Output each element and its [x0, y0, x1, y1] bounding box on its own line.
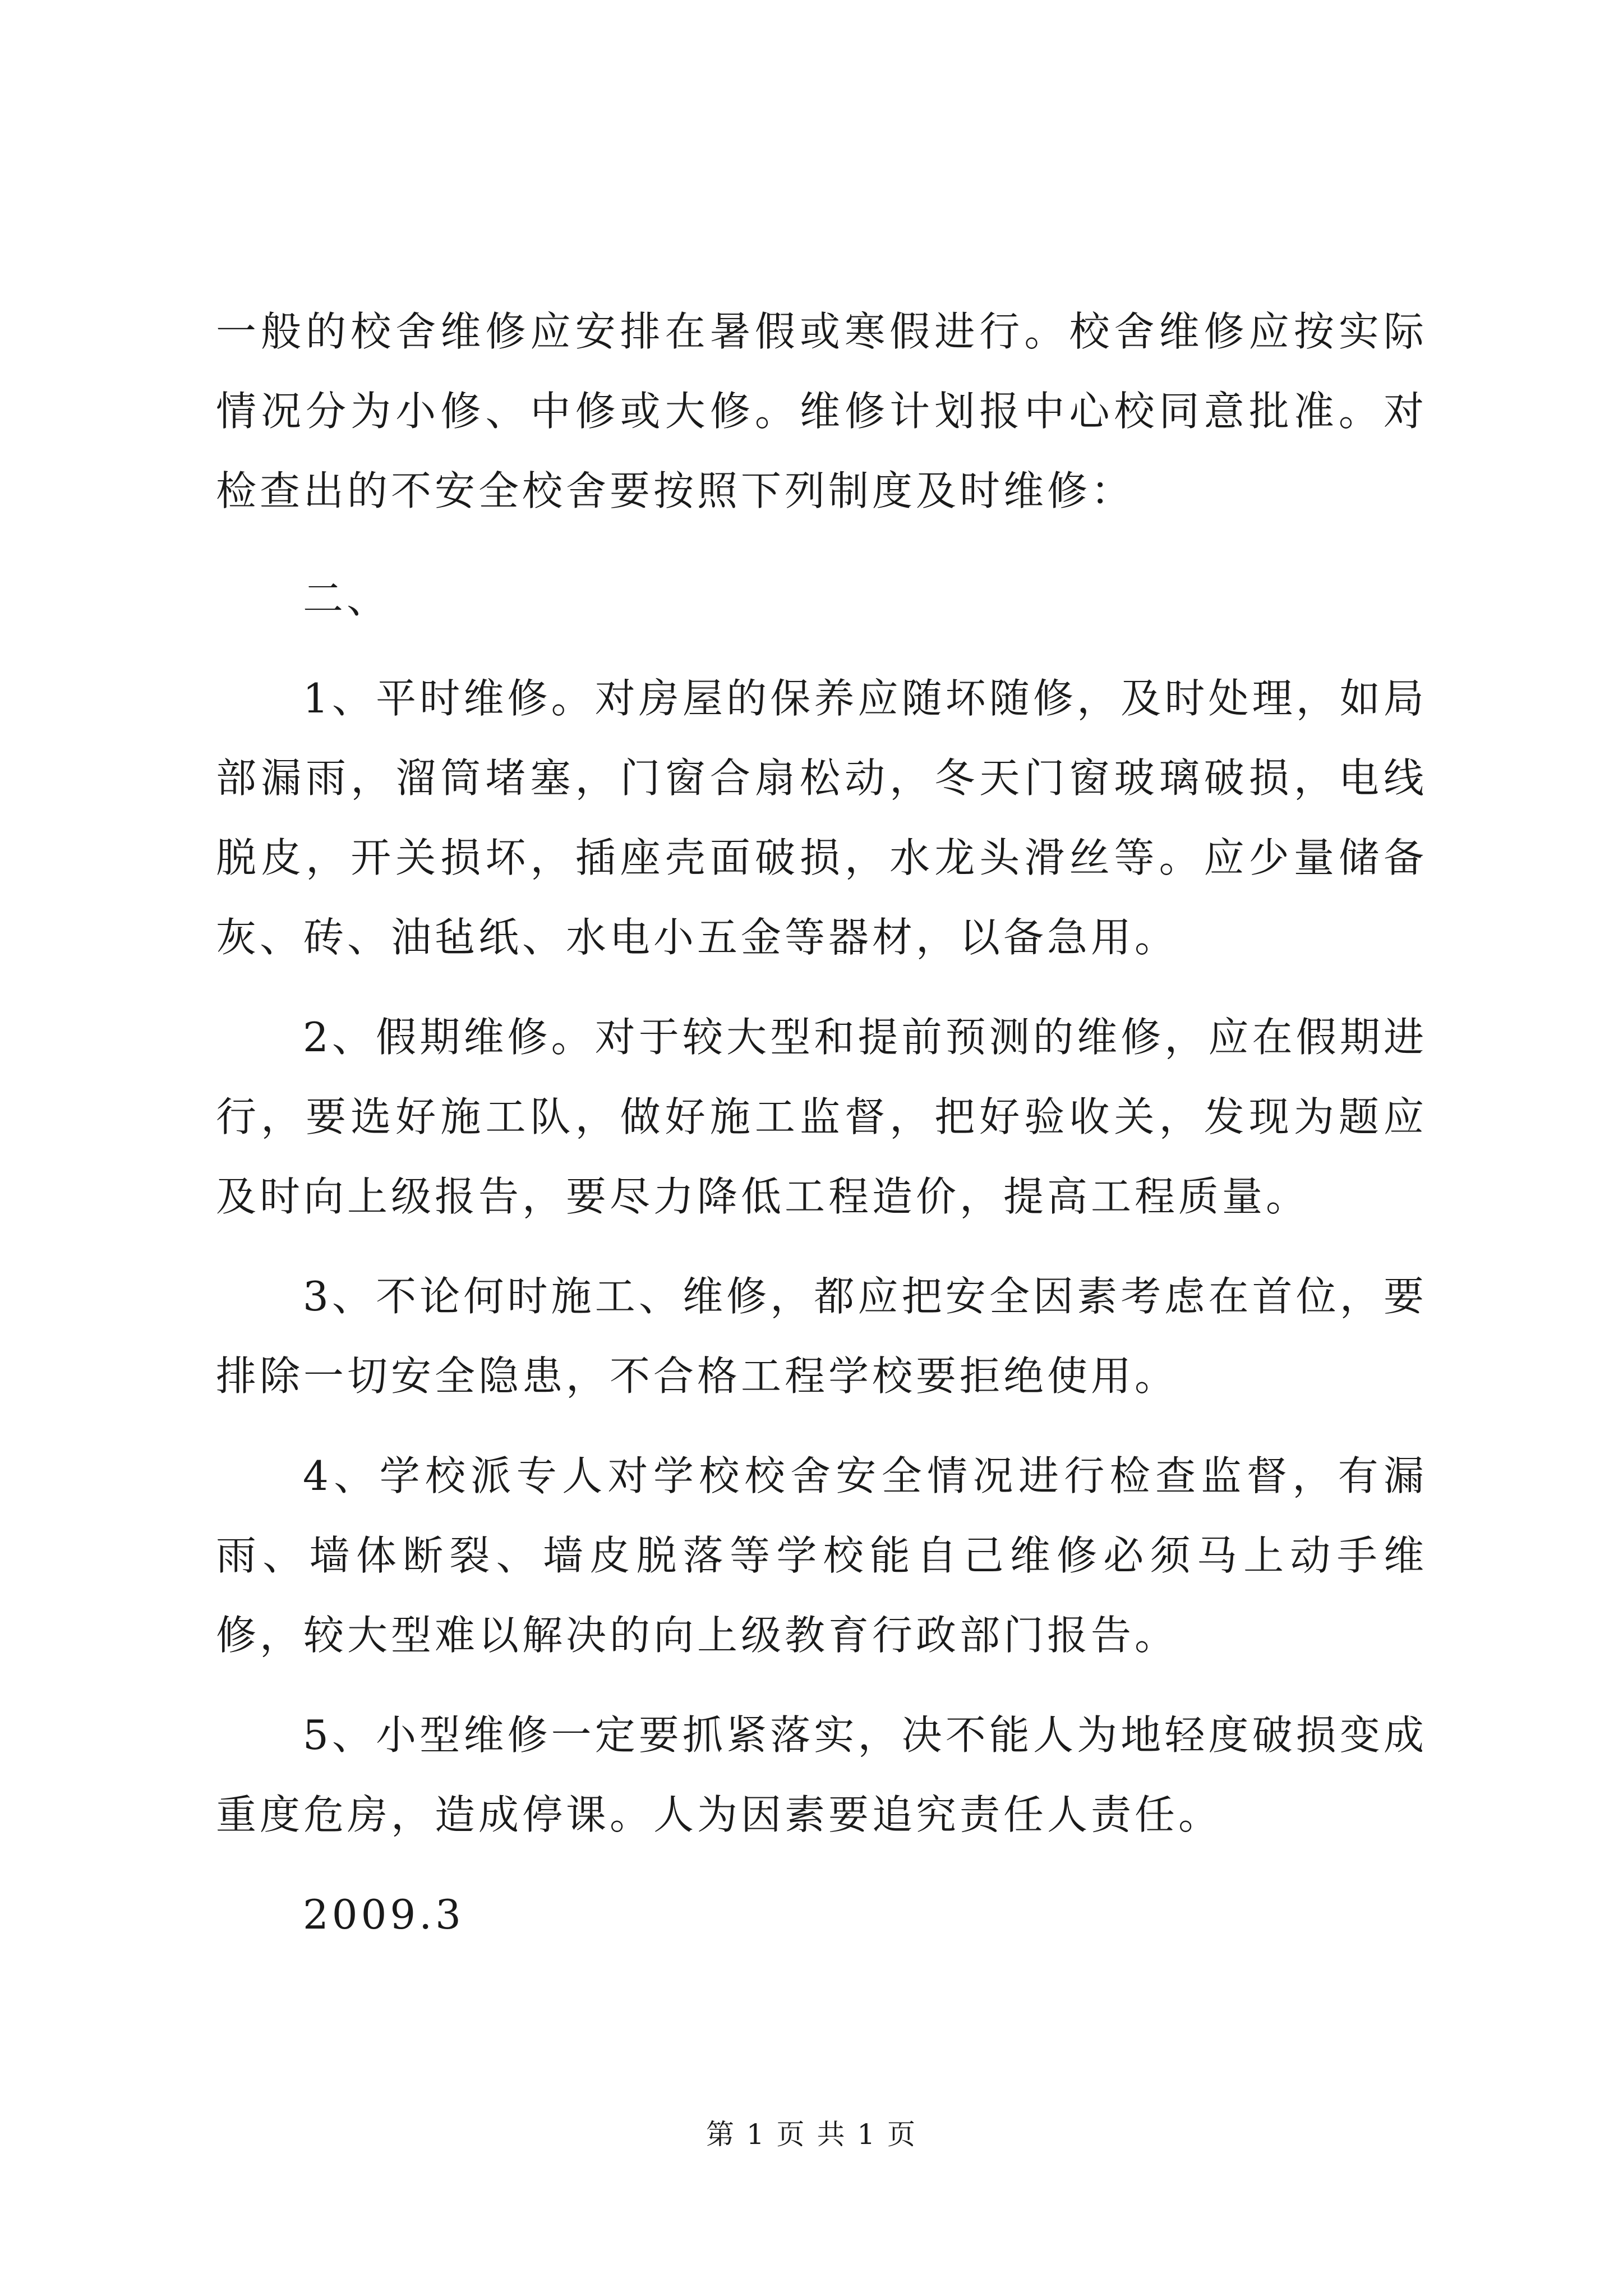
paragraph-item-3: 3、不论何时施工、维修，都应把安全因素考虑在首位，要排除一切安全隐患，不合格工程学校要拒绝使用。 — [216, 1273, 1427, 1400]
page-number-footer: 第 1 页 共 1 页 — [706, 2118, 917, 2151]
paragraph-intro: 一般的校舍维修应安排在暑假或寒假进行。校舍维修应按实际情况分为小修、中修或大修。维修计划报中心校同意批准。对检查出的不安全校舍要按照下列制度及时维修： — [216, 308, 1427, 514]
document-date: 2009.3 — [303, 1891, 464, 1938]
section-heading: 二、 — [303, 575, 391, 622]
paragraph-item-2: 2、假期维修。对于较大型和提前预测的维修，应在假期进行，要选好施工队，做好施工监督，把好验收关，发现为题应及时向上级报告，要尽力降低工程造价，提高工程质量。 — [216, 1014, 1427, 1220]
paragraph-item-5: 5、小型维修一定要抓紧落实，决不能人为地轻度破损变成重度危房，造成停课。人为因素要追究责任人责任。 — [216, 1711, 1427, 1838]
paragraph-item-1: 1、平时维修。对房屋的保养应随坏随修，及时处理，如局部漏雨，溜筒堵塞，门窗合扇松动，冬天门窗玻璃破损，电线脱皮，开关损坏，插座壳面破损，水龙头滑丝等。应少量储备灰、砖、油毡纸、水电小五金等器材，以备急用。 — [216, 675, 1427, 961]
paragraph-item-4: 4、学校派专人对学校校舍安全情况进行检查监督，有漏雨、墙体断裂、墙皮脱落等学校能自己维修必须马上动手维修，较大型难以解决的向上级教育行政部门报告。 — [216, 1452, 1427, 1659]
document-body — [216, 292, 1427, 1975]
